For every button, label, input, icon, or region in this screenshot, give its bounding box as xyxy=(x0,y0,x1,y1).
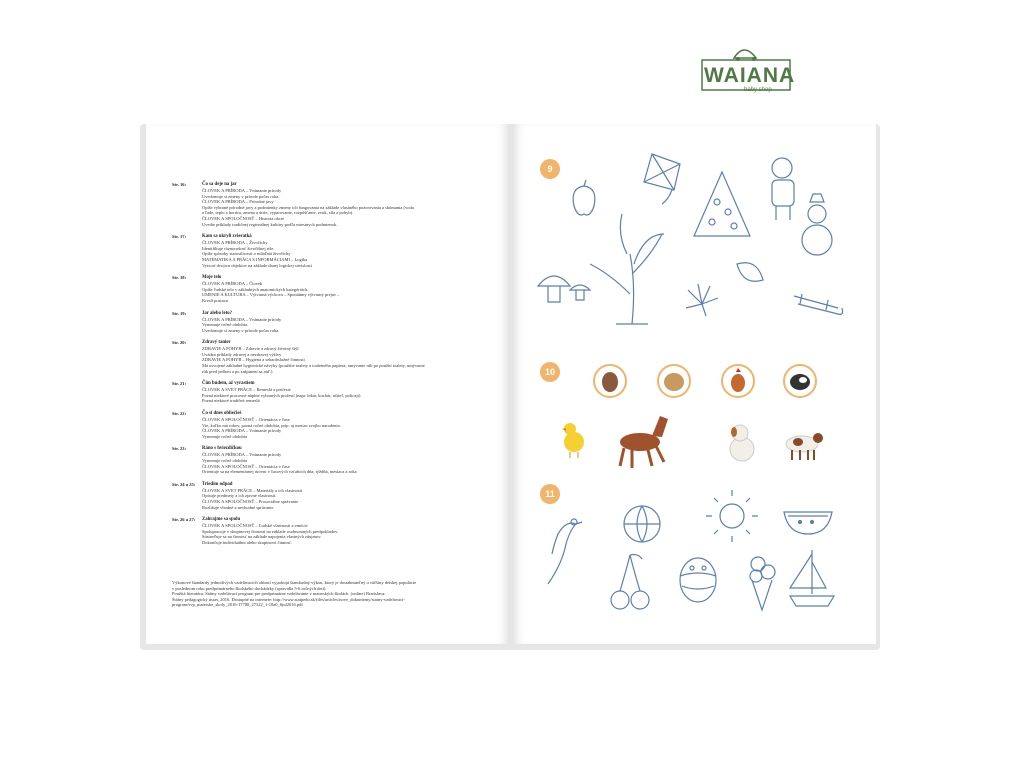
chestnut-leaf-icon[interactable] xyxy=(686,284,718,316)
entry-line: Vymenuje ročné obdobia. xyxy=(202,322,249,328)
section-11 xyxy=(540,484,834,610)
entry-line: rúk pred jedlom a po zašpinení sa atď.). xyxy=(202,368,274,374)
entry-line: ČLOVEK A SPOLOČNOSŤ – Ľudské vlastnosti a emócie xyxy=(202,523,308,529)
page-reference: Str. 24 a 25: xyxy=(172,481,196,487)
curriculum-entries xyxy=(172,182,492,553)
entry-body xyxy=(202,446,492,474)
watermelon-icon[interactable] xyxy=(784,512,832,534)
logo-subtitle: baby shop xyxy=(744,87,772,93)
activity-illustrations xyxy=(512,124,876,644)
leaf-icon[interactable] xyxy=(737,263,763,282)
entry-body xyxy=(202,482,492,510)
bird-icon[interactable] xyxy=(548,519,582,584)
right-page xyxy=(512,124,876,644)
apple-icon[interactable] xyxy=(573,180,595,215)
curriculum-entry xyxy=(172,234,492,268)
entry-title: Ráno s hviezdičkou xyxy=(202,446,242,452)
entry-line: Opíše vybrané prírodné javy a podmienky zmeny ich fungovania na základe vlastného pozorovania a skúmania (voda xyxy=(202,204,414,210)
curriculum-entry xyxy=(172,446,492,474)
curriculum-entry xyxy=(172,411,492,439)
footnote-line: v poslednom roku predprimárneho školského dochádzky (spravidla 5-6 ročných detí). xyxy=(172,585,327,591)
horse-icon[interactable] xyxy=(594,365,626,397)
curriculum-entry xyxy=(172,182,492,227)
curriculum-entry xyxy=(172,340,492,374)
sled-icon[interactable] xyxy=(794,294,843,314)
footnote-line: Použitá literatúra: Štátny vzdelávací program pre predprimárne vzdelávanie v materských školách. (online) Bratislava: xyxy=(172,591,386,597)
cherries-icon[interactable] xyxy=(611,555,649,610)
entry-line: ČLOVEK A SPOLOČNOSŤ – Orientácia v čase xyxy=(202,417,290,423)
entry-line: ČLOVEK A SVET PRÁCE – Remeslá a profesie xyxy=(202,387,291,393)
chick-icon[interactable] xyxy=(562,423,584,458)
entry-title: Zahrajme sa spolu xyxy=(202,517,241,523)
page-reference: Str. 23: xyxy=(172,446,187,452)
footnote-line: program/svp_materske_skoly_2016-17780_27322_1-10a0_6jul2016.pdf xyxy=(172,602,303,608)
entry-body xyxy=(202,340,492,374)
entry-line: Identifikuje rôznorodosť živočíšnej ríše. xyxy=(202,245,275,251)
entry-line: ČLOVEK A PRÍRODA – Prírodné javy xyxy=(202,199,274,205)
entry-line: Spolupracuje v skupinovej činnosti na základe osobnostných predpokladov. xyxy=(202,528,339,534)
entry-body xyxy=(202,381,492,404)
entry-body xyxy=(202,275,492,303)
hen-icon[interactable] xyxy=(722,365,754,397)
foal-icon[interactable] xyxy=(620,416,668,468)
kite-icon[interactable] xyxy=(644,154,680,204)
entry-title: Čím budem, až vyrastiem xyxy=(202,381,255,387)
entry-line: ČLOVEK A SPOLOČNOSŤ – Historia obcie xyxy=(202,215,285,221)
entry-line: ČLOVEK A PRÍRODA – Živočíchy xyxy=(202,240,268,246)
entry-title: Čo si dnes obliečieš xyxy=(202,411,242,417)
entry-line: Vie, koľko má rokov, pozná ročné obdobia, príp. aj mesiac svojho narodenia. xyxy=(202,422,341,428)
entry-body xyxy=(202,411,492,439)
mushroom-icon[interactable] xyxy=(538,276,590,302)
curriculum-entry xyxy=(172,311,492,334)
page-reference: Str. 17: xyxy=(172,234,187,240)
entry-title: Jar alebo leto? xyxy=(202,310,233,316)
entry-line: Vymenuje ročné obdobia xyxy=(202,458,247,463)
entry-line: MATEMATIKA A PRÁCA S INFORMÁCIAMI – Logika xyxy=(202,256,308,262)
entry-line: ČLOVEK A SPOLOČNOSŤ – Orientácia v čase xyxy=(202,463,290,469)
entry-line: ZDRAVIE A POHYB – Zdravie a zdravý životný štýl xyxy=(202,346,299,352)
entry-line: Orientuje sa na elementárnej úrovni v časových vzťahoch dňa, týždňa, mesiaca a roka xyxy=(202,469,357,475)
page-reference: Str. 18: xyxy=(172,275,187,281)
calf-icon[interactable] xyxy=(786,433,823,460)
footnote-line: Výkonové štandardy jednotlivých vzdelávacích oblastí vyjadrujú štandardný výkon, ktorý je dosiahnuteľný u väčšiny detskej populácie xyxy=(172,580,417,585)
beach-ball-icon[interactable] xyxy=(624,506,660,542)
curriculum-entry xyxy=(172,482,492,510)
sun-icon[interactable] xyxy=(706,490,758,542)
curriculum-entry xyxy=(172,275,492,303)
entry-title: Kam sa ukryli zvieratká xyxy=(202,234,252,240)
entry-body xyxy=(202,517,492,545)
logo-word: WAIANA xyxy=(704,64,796,87)
entry-line: ČLOVEK A PRÍRODA – Vnímanie prírody xyxy=(202,452,282,458)
entry-body xyxy=(202,234,492,268)
entry-line: Opíše spôsoby starostlivosti o mláďatá živočíchy xyxy=(202,251,291,257)
section-10 xyxy=(540,362,823,468)
entry-line: Vymenuje ročné obdobia xyxy=(202,433,247,439)
section-9 xyxy=(538,154,843,324)
child-icon[interactable] xyxy=(772,158,794,220)
page-reference: Str. 22: xyxy=(172,411,187,417)
page-reference: Str. 20: xyxy=(172,340,187,346)
entry-line: Pozná niektoré tradičné remeslá xyxy=(202,398,260,404)
dog-icon[interactable] xyxy=(658,365,690,397)
entry-line: Uvedomuje si zmeny v prírode počas roka. xyxy=(202,193,280,199)
section-number: 11 xyxy=(545,489,555,499)
snowman-icon[interactable] xyxy=(802,194,832,255)
entry-title: Zdravý tanier xyxy=(202,340,231,346)
entry-line: a ľade, teplo a horúca, zmena a útrie, vyparovanie, rozpúšťanie, zvuk, sila a pohyb). xyxy=(202,210,354,216)
entry-line: ČLOVEK A PRÍRODA – Vnímanie prírody xyxy=(202,316,282,322)
section-number: 10 xyxy=(544,367,556,377)
tree-icon[interactable] xyxy=(590,214,664,324)
christmas-tree-icon[interactable] xyxy=(694,172,750,236)
left-page xyxy=(146,124,510,644)
entry-body xyxy=(202,182,492,227)
puppy-icon[interactable] xyxy=(730,425,754,461)
entry-line: Sústreďuje sa na činnosť na základe napojenia vlastných záujmov. xyxy=(202,534,322,540)
cow-icon[interactable] xyxy=(784,365,816,397)
entry-title: Triedím odpad xyxy=(202,481,233,487)
waiana-logo[interactable] xyxy=(700,40,796,98)
entry-line: Pozná niektoré pracovné náplne vybraných profesií (napr. lekár, kuchár, učiteľ, policajt). xyxy=(202,392,362,398)
footnote xyxy=(172,580,492,608)
entry-line: Uvádza príklady zdravej a nezdravej výživy xyxy=(202,351,282,357)
entry-line: Opíše ľudské telo v základných anatomických kategóriách. xyxy=(202,286,309,292)
page-reference: Str. 19: xyxy=(172,310,187,316)
page-reference: Str. 26 a 27: xyxy=(172,517,196,523)
easter-egg-icon[interactable] xyxy=(680,558,716,602)
entry-title: Čo sa deje na jar xyxy=(202,182,237,187)
curriculum-entry xyxy=(172,517,492,545)
entry-line: Kreslí postavu xyxy=(202,297,229,303)
sailboat-icon[interactable] xyxy=(790,550,834,606)
entry-line: ČLOVEK A PRÍRODA – Človek xyxy=(202,281,263,287)
entry-title: Moje telo xyxy=(202,275,222,281)
entry-line: ZDRAVIE A POHYB – Hygiena a sebaobslužné činnosti xyxy=(202,357,305,363)
entry-line: Opisuje predmety a ich zjavné vlastnosti. xyxy=(202,493,277,499)
entry-line: Uvedomuje si zmeny v prírode počas roka. xyxy=(202,327,280,333)
footnote-line: Štátny pedagogický ústav, 2016. Dostupné na internete: http://www.statpedu.sk/files/articles/nove_dokumenty/statny-vzdelavaci- xyxy=(172,596,405,602)
section-number: 9 xyxy=(547,164,553,174)
entry-line: Uvedie príklady tradičnej regionálnej kultúry podľa miestnych podmienok. xyxy=(202,221,338,227)
ice-cream-icon[interactable] xyxy=(750,557,775,610)
entry-line: ČLOVEK A SVET PRÁCE – Materiály a ich vlastnosti xyxy=(202,487,303,493)
entry-line: Rozlišuje vhodné a nevhodné správanie xyxy=(202,504,274,510)
page-reference: Str. 16: xyxy=(172,182,187,187)
entry-line: ČLOVEK A PRÍRODA – Vnímanie prírody xyxy=(202,188,282,193)
page-reference: Str. 21: xyxy=(172,381,187,387)
entry-line: UMENIE A KULTÚRA – Výtvarná výchova – Spontánny výtvarný prejav – xyxy=(202,292,340,298)
entry-body xyxy=(202,311,492,334)
entry-line: ČLOVEK A SPOLOČNOSŤ – Prosociálne správanie xyxy=(202,498,299,504)
entry-line: Dokončuje individuálnu alebo skupinovú činnosť. xyxy=(202,539,293,545)
entry-line: Vytvorí dvojicu objektov na základe danej logickej súvislosti xyxy=(202,262,312,268)
curriculum-entry xyxy=(172,381,492,404)
entry-line: ČLOVEK A PRÍRODA – Vnímanie prírody xyxy=(202,428,282,434)
entry-line: Má osvojené základné hygienické návyky (použitie toalety a toaletného papiera, umývanie rúk po použití toalety, umývanie xyxy=(202,363,425,369)
